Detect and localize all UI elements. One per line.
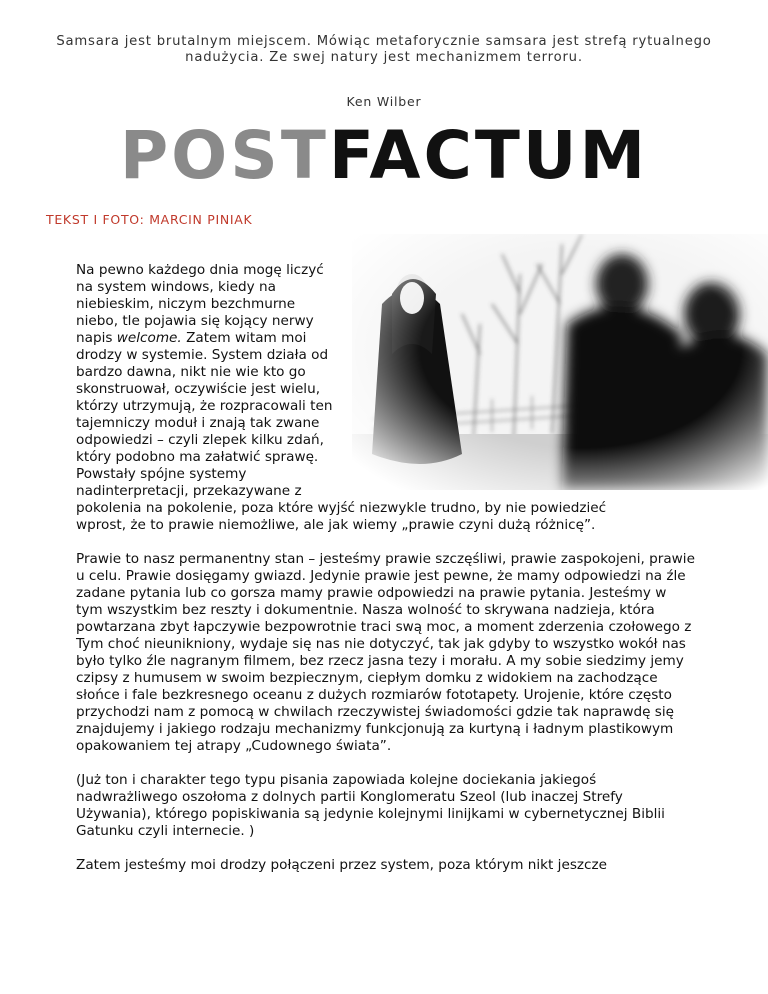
p1-line: Powstały spójne systemy: [76, 466, 247, 482]
title-part-post: POST: [119, 117, 329, 194]
p1-line: Na pewno każdego dnia mogę liczyć: [76, 262, 324, 278]
p1-wide-line: pokolenia na pokolenie, poza które wyjść niezwykle trudno, by nie powiedzieć: [76, 500, 607, 516]
author-credit: TEKST I FOTO: MARCIN PINIAK: [46, 212, 253, 227]
p1-line: niebieskim, niczym bezchmurne: [76, 296, 296, 312]
welcome-word: welcome.: [116, 330, 182, 346]
title-part-factum: FACTUM: [328, 117, 649, 194]
p1-line: bardzo dawna, nikt nie wie kto go: [76, 364, 306, 380]
p1-line: niebo, tle pojawia się kojący nerwy: [76, 313, 314, 329]
p1-line: który podobno ma załatwić sprawę.: [76, 449, 319, 465]
p1-line: tajemniczy moduł i znają tak zwane: [76, 415, 320, 431]
p1-line: skonstruował, oczywiście jest wielu,: [76, 381, 321, 397]
p1-line: którzy utrzymują, że rozpracowali ten: [76, 398, 333, 414]
p1-wide-line: wprost, że to prawie niemożliwe, ale jak wiemy „prawie czyni dużą różnicę”.: [76, 517, 596, 533]
article-body: [76, 262, 696, 891]
p1-welcome-suffix: Zatem witam moi: [181, 330, 307, 346]
p1-line: na system windows, kiedy na: [76, 279, 276, 295]
paragraph-4: Zatem jesteśmy moi drodzy połączeni przez system, poza którym nikt jeszcze: [76, 857, 608, 873]
paragraph-3: (Już ton i charakter tego typu pisania zapowiada kolejne dociekania jakiegoś nadwrażliwego oszołoma z dolnych partii Konglomeratu Szeol (lub inaczej Strefy Używania), którego popiskiwania są jedynie kolejnymi linijkami w cybernetycznej Biblii Gatunku czyli internecie. ): [76, 772, 665, 839]
p1-welcome-prefix: napis: [76, 330, 117, 346]
epigraph-quote: Samsara jest brutalnym miejscem. Mówiąc metaforycznie samsara jest strefą rytualnego nadużycia. Ze swej natury jest mechanizmem terroru.: [56, 34, 712, 65]
p1-line: drodzy w systemie. System działa od: [76, 347, 329, 363]
p1-line: nadinterpretacji, przekazywane z: [76, 483, 302, 499]
p1-welcome-line: [76, 330, 366, 347]
paragraph-2: Prawie to nasz permanentny stan – jesteśmy prawie szczęśliwi, prawie zaspokojeni, prawie u celu. Prawie dosięgamy gwiazd. Jedynie prawie jest pewne, że mamy odpowiedzi na źle zadane pytania lub co gorsza mamy prawie odpowiedzi na prawie pytania. Jesteśmy w tym wszystkim bez reszty i dokumentnie. Nasza wolność to skrywana nadzieja, która powtarzana zbyt łapczywie bezpowrotnie traci swą moc, a moment zderzenia czołowego z Tym choć nieunikniony, wydaje się nas nie dotyczyć, tak jak gdyby to wszystko wokół nas było tylko źle nagranym filmem, bez rzecz jasna tezy i morału. A my sobie siedzimy jemy czipsy z humusem w swoim bezpiecznym, ciepłym domku z widokiem na zachodzące słońce i fale bezkresnego oceanu z dużych rozmiarów fototapety. Urojenie, które często przychodzi nam z pomocą w chwilach rzeczywistej świadomości gdzie tak naprawdę się znajdujemy i jakiego rodzaju mechanizmy funkcjonują za kurtyną i ładnym plastikowym opakowaniem tej atrapy „Cudownego świata”.: [76, 551, 695, 754]
paragraph-1: [76, 262, 696, 534]
epigraph-author: Ken Wilber: [346, 94, 422, 109]
p1-line: odpowiedzi – czyli zlepek kilku zdań,: [76, 432, 324, 448]
article-title: [0, 118, 768, 194]
